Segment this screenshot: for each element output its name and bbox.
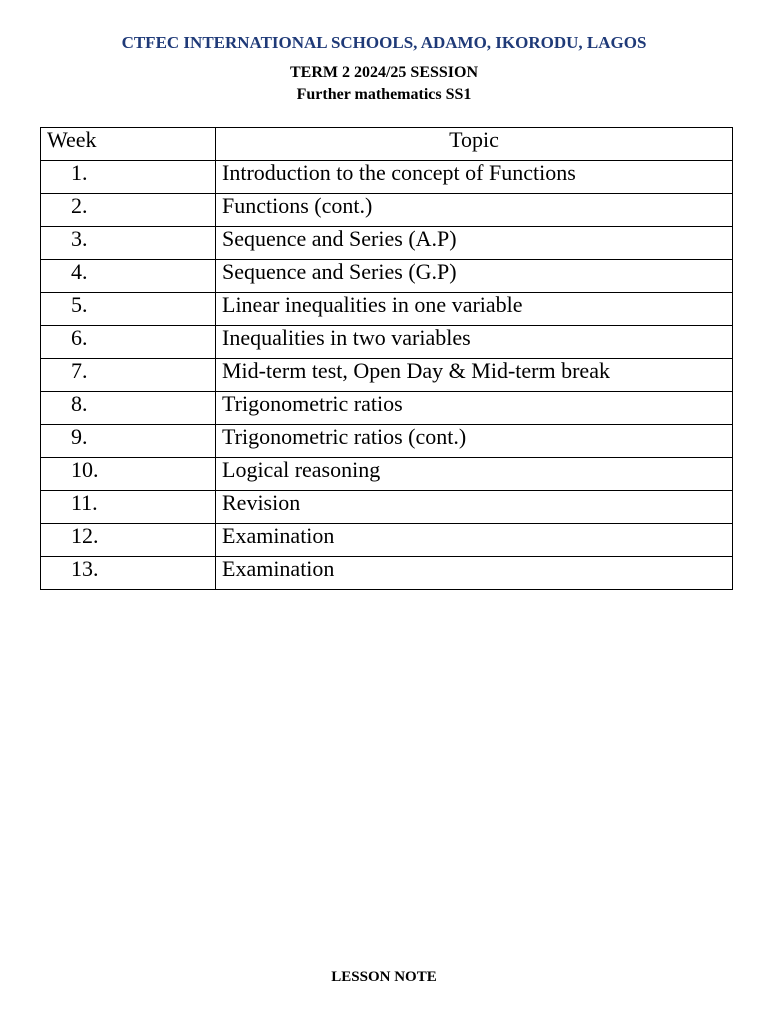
topic-cell: Trigonometric ratios bbox=[216, 392, 733, 425]
topic-cell: Logical reasoning bbox=[216, 458, 733, 491]
week-cell: 3. bbox=[41, 227, 216, 260]
week-cell: 12. bbox=[41, 524, 216, 557]
table-row bbox=[41, 293, 733, 326]
topic-cell: Examination bbox=[216, 524, 733, 557]
table-row bbox=[41, 557, 733, 590]
topic-cell: Functions (cont.) bbox=[216, 194, 733, 227]
topic-cell: Mid-term test, Open Day & Mid-term break bbox=[216, 359, 733, 392]
scheme-of-work-table bbox=[40, 127, 733, 590]
table-row bbox=[41, 425, 733, 458]
week-cell: 6. bbox=[41, 326, 216, 359]
week-cell: 7. bbox=[41, 359, 216, 392]
table-row bbox=[41, 524, 733, 557]
table-row bbox=[41, 491, 733, 524]
term-session: TERM 2 2024/25 SESSION bbox=[289, 64, 479, 81]
week-column-header: Week bbox=[41, 128, 216, 161]
topic-column-header: Topic bbox=[216, 128, 733, 161]
topic-cell: Inequalities in two variables bbox=[216, 326, 733, 359]
week-cell: 9. bbox=[41, 425, 216, 458]
table-row bbox=[41, 260, 733, 293]
topic-cell: Trigonometric ratios (cont.) bbox=[216, 425, 733, 458]
topic-cell: Sequence and Series (G.P) bbox=[216, 260, 733, 293]
subject-class: Further mathematics SS1 bbox=[296, 86, 472, 103]
topic-cell: Revision bbox=[216, 491, 733, 524]
table-row bbox=[41, 161, 733, 194]
table-row bbox=[41, 392, 733, 425]
week-cell: 11. bbox=[41, 491, 216, 524]
table-row bbox=[41, 227, 733, 260]
school-name: CTFEC INTERNATIONAL SCHOOLS, ADAMO, IKORODU, LAGOS bbox=[121, 33, 647, 52]
week-cell: 5. bbox=[41, 293, 216, 326]
table-row bbox=[41, 458, 733, 491]
topic-cell: Introduction to the concept of Functions bbox=[216, 161, 733, 194]
week-cell: 4. bbox=[41, 260, 216, 293]
topic-cell: Linear inequalities in one variable bbox=[216, 293, 733, 326]
table-row bbox=[41, 359, 733, 392]
week-cell: 13. bbox=[41, 557, 216, 590]
table-row bbox=[41, 326, 733, 359]
topic-cell: Examination bbox=[216, 557, 733, 590]
topic-cell: Sequence and Series (A.P) bbox=[216, 227, 733, 260]
week-cell: 2. bbox=[41, 194, 216, 227]
week-cell: 10. bbox=[41, 458, 216, 491]
footer-label: LESSON NOTE bbox=[331, 969, 437, 985]
table-header-row bbox=[41, 128, 733, 161]
table-row bbox=[41, 194, 733, 227]
week-cell: 1. bbox=[41, 161, 216, 194]
week-cell: 8. bbox=[41, 392, 216, 425]
